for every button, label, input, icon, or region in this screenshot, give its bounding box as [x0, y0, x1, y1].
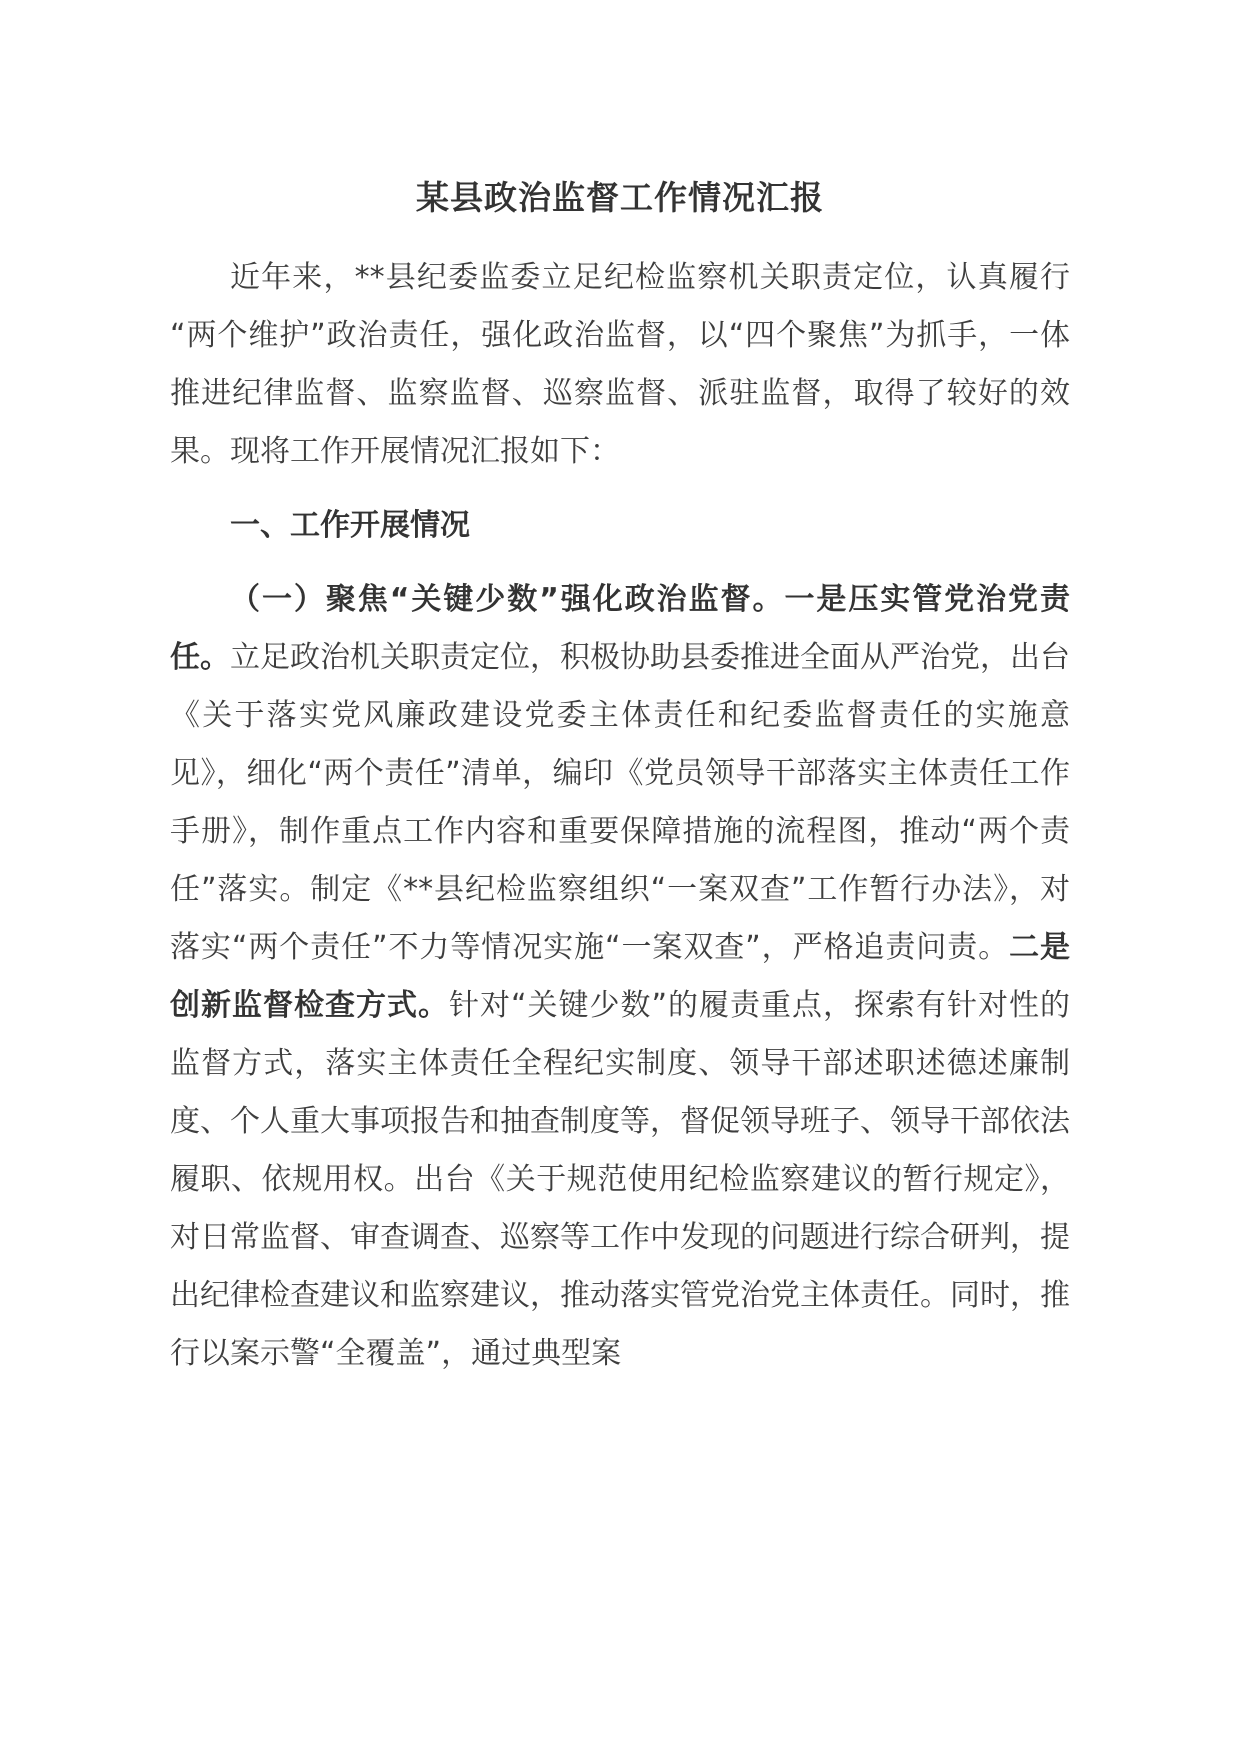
- body-paragraph-1: [170, 571, 1070, 1383]
- text-run-1: 立足政治机关职责定位，积极协助县委推进全面从严治党，出台《关于落实党风廉政建设党委主体责任和纪委监督责任的实施意见》，细化“两个责任”清单，编印《党员领导干部落实主体责任工作手册》，制作重点工作内容和重要保障措施的流程图，推动“两个责任”落实。制定《**县纪检监察组织“一案双查”工作暂行办法》，对落实“两个责任”不力等情况实施“一案双查”，严格追责问责。: [170, 640, 1070, 965]
- text-run-2: 针对“关键少数”的履责重点，探索有针对性的监督方式，落实主体责任全程纪实制度、领导干部述职述德述廉制度、个人重大事项报告和抽查制度等，督促领导班子、领导干部依法履职、依规用权。出台《关于规范使用纪检监察建议的暂行规定》，对日常监督、审查调查、巡察等工作中发现的问题进行综合研判，提出纪律检查建议和监察建议，推动落实管党治党主体责任。同时，推行以案示警“全覆盖”，通过典型案: [170, 988, 1071, 1371]
- intro-paragraph: 近年来，**县纪委监委立足纪检监察机关职责定位，认真履行“两个维护”政治责任，强化政治监督，以“四个聚焦”为抓手，一体推进纪律监督、监察监督、巡察监督、派驻监督，取得了较好的效果。现将工作开展情况汇报如下：: [170, 260, 1070, 469]
- bold-run-1: （一）聚焦“关键少数”强化政治监督。一是压实管党治党责任。: [170, 582, 1070, 675]
- bold-run-2: 二是创新监督检查方式。: [170, 930, 1071, 1023]
- section-heading-1: 一、工作开展情况: [230, 508, 470, 543]
- document-title: 某县政治监督工作情况汇报: [416, 178, 824, 217]
